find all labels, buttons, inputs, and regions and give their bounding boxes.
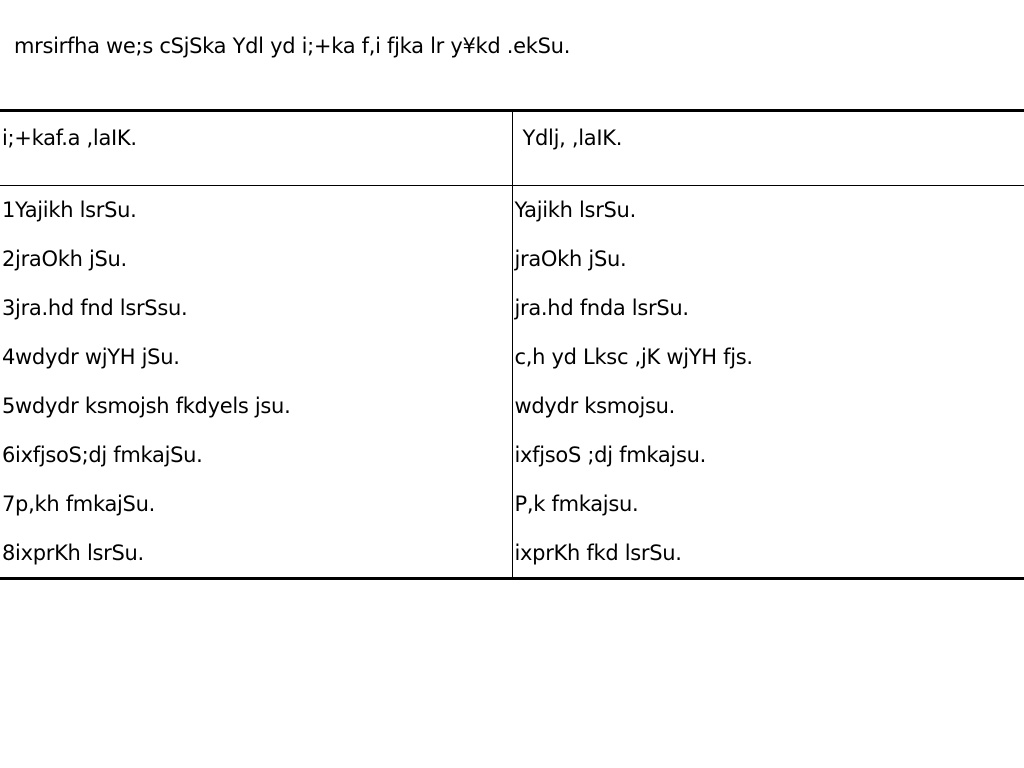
list-item: jra.hd fnda lsrSu.	[514, 296, 689, 320]
table-body-row	[0, 186, 1024, 579]
list-item: 6ixfjsoS;dj fmkajSu.	[2, 443, 203, 467]
list-item: 3jra.hd fnd lsrSsu.	[2, 296, 188, 320]
right-column-cell	[512, 186, 1024, 579]
list-item: ixfjsoS ;dj fmkajsu.	[514, 443, 706, 467]
table-header-row	[0, 111, 1024, 186]
list-item: 7p,kh fmkajSu.	[2, 492, 155, 516]
list-item: 1Yajikh lsrSu.	[2, 198, 137, 222]
list-item: 8ixprKh lsrSu.	[2, 541, 144, 565]
slide-title: mrsirfha we;s cSjSka Ydl yd i;+ka f,i fjka lr y¥kd .ekSu.	[14, 34, 571, 58]
comparison-table	[0, 109, 1024, 580]
comparison-table-container	[0, 109, 1024, 580]
list-item: ixprKh fkd lsrSu.	[514, 541, 682, 565]
list-item: c,h yd Lksc ,jK wjYH fjs.	[514, 345, 753, 369]
header-right: Ydlj, ,laIK.	[512, 111, 1024, 186]
list-item: 4wdydr wjYH jSu.	[2, 345, 180, 369]
header-left: i;+kaf.a ,laIK.	[0, 111, 512, 186]
list-item: jraOkh jSu.	[514, 247, 627, 271]
left-column-cell	[0, 186, 512, 579]
list-item: wdydr ksmojsu.	[514, 394, 676, 418]
list-item: 5wdydr ksmojsh fkdyels jsu.	[2, 394, 291, 418]
list-item: 2jraOkh jSu.	[2, 247, 127, 271]
list-item: Yajikh lsrSu.	[514, 198, 636, 222]
list-item: P,k fmkajsu.	[514, 492, 639, 516]
